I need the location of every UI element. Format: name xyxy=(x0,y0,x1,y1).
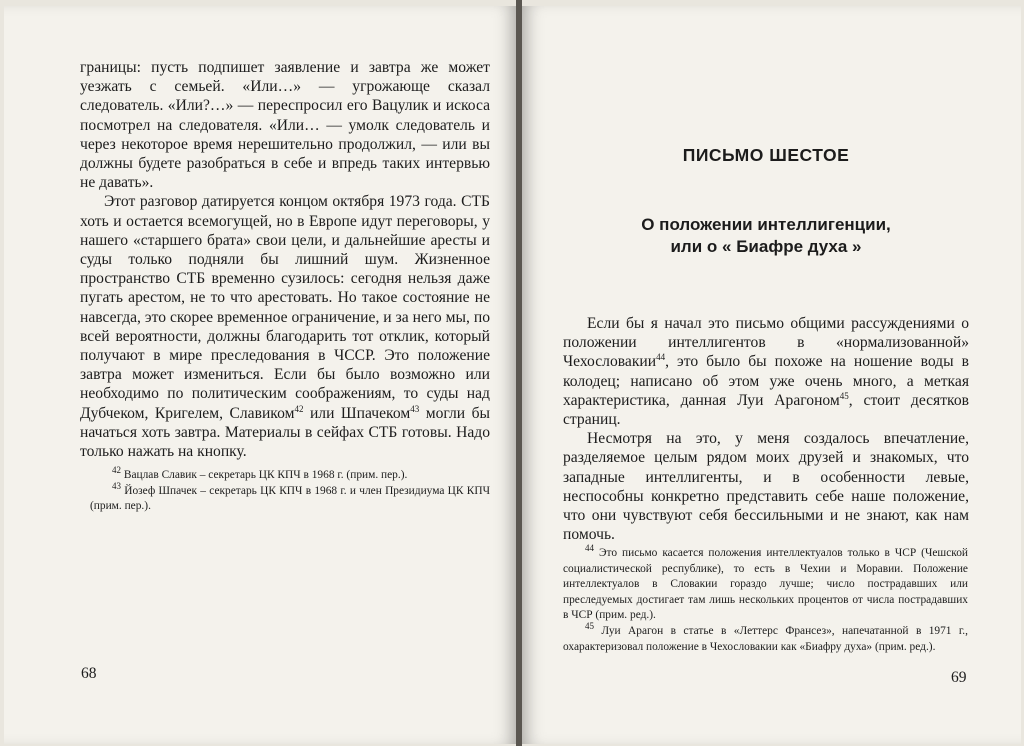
paragraph xyxy=(80,192,490,461)
footnote-text: Луи Арагон в статье в «Леттерс Франсез», напечатанной в 1971 г., охарактеризовал положение в Чехословакии как «Биафру духа» (прим. ред.). xyxy=(563,624,968,653)
footnote-number: 44 xyxy=(585,543,594,554)
footnote xyxy=(563,543,968,624)
paragraph: границы: пусть подпишет заявление и завтра же может уезжать с семьей. «Или…» — угрожающе сказал следователь. «Или?…» — переспросил его Вацулик и искоса посмотрел на следователя. «Или… — умолк следователь и через некоторое время нерешительно продолжил, — или вы должны будете разобраться в себе и впредь таких интервью не давать». xyxy=(80,59,490,192)
right-footnotes xyxy=(563,543,968,655)
right-page-body xyxy=(563,314,969,544)
paragraph-text: , стоит десятков страниц. xyxy=(563,391,969,429)
chapter-title: ПИСЬМО ШЕСТОЕ xyxy=(682,145,850,165)
footnote xyxy=(90,465,490,484)
footnote-number: 42 xyxy=(112,465,121,476)
footnote-ref: 42 xyxy=(294,403,304,414)
footnote-text: Это письмо касается положения интеллектуалов только в ЧСР (Чешской социалистической республике), то есть в Чехии и Моравии. Положение интеллектуалов в Словакии гораздо лучше; число пострадавших или преследуемых достигает там лишь нескольких процентов от числа пострадавших в ЧСР (прим. ред.). xyxy=(563,547,968,622)
left-page-body xyxy=(80,58,490,461)
paragraph-text: или Шпачеком xyxy=(309,404,411,422)
footnote xyxy=(563,621,968,655)
paragraph-text: Если бы я начал это письмо общими рассуждениями о положении интеллигентов в «нормализованной» Чехословакии xyxy=(563,315,969,371)
book-gutter xyxy=(516,0,522,746)
paragraph-text: , это было бы похоже на ношение воды в колодец; написано об этом уже очень много, а меткая характеристика, данная Луи Арагоном xyxy=(563,353,969,409)
paragraph xyxy=(563,314,969,429)
page-number-left: 68 xyxy=(81,665,97,682)
page-number-right: 69 xyxy=(951,669,967,686)
footnote-text: Йозеф Шпачек – секретарь ЦК КПЧ в 1968 г. и член Президиума ЦК КПЧ (прим. пер.). xyxy=(90,484,490,513)
left-footnotes xyxy=(90,465,490,515)
footnote xyxy=(90,480,490,515)
subtitle-line: О положении интеллигенции, xyxy=(641,215,891,234)
chapter-subtitle xyxy=(563,214,969,258)
footnote-ref: 44 xyxy=(656,352,666,363)
subtitle-line: или о « Биафре духа » xyxy=(670,237,862,256)
paragraph-text: могли бы начаться хоть завтра. Материалы в сейфах СТБ готовы. Надо только нажать на кнопку. xyxy=(80,404,490,461)
paragraph-text: Этот разговор датируется концом октября 1973 года. СТБ хоть и остается всемогущей, но в Европе идут переговоры, у нашего «старшего брата» свои цели, и дальнейшие аресты и суды только подняли бы лишний шум. Жизненное пространство СТБ временно сузилось: сегодня нельзя даже пугать арестом, не то что арестовать. Но такое состояние не навсегда, это скорее временное ограничение, и за него мы, по всей вероятности, должны благодарить тот отклик, который получают в мире преследования в ЧССР. Это положение завтра может измениться. Если бы было возможно или необходимо по политическим соображениям, то суды над Дубчеком, Кригелем, Славиком xyxy=(80,193,490,422)
footnote-number: 45 xyxy=(585,621,594,632)
footnote-ref: 43 xyxy=(410,403,420,414)
paragraph: Несмотря на это, у меня создалось впечатление, разделяемое целым рядом моих друзей и знакомых, что западные интеллигенты, и в особенности левые, неспособны конкретно представить себе наше положение, что они чувствуют себя бессильными и не знают, как нам помочь. xyxy=(563,430,969,544)
footnote-ref: 45 xyxy=(839,390,849,401)
footnote-text: Вацлав Славик – секретарь ЦК КПЧ в 1968 г. (прим. пер.). xyxy=(123,469,408,481)
footnote-number: 43 xyxy=(112,480,121,491)
